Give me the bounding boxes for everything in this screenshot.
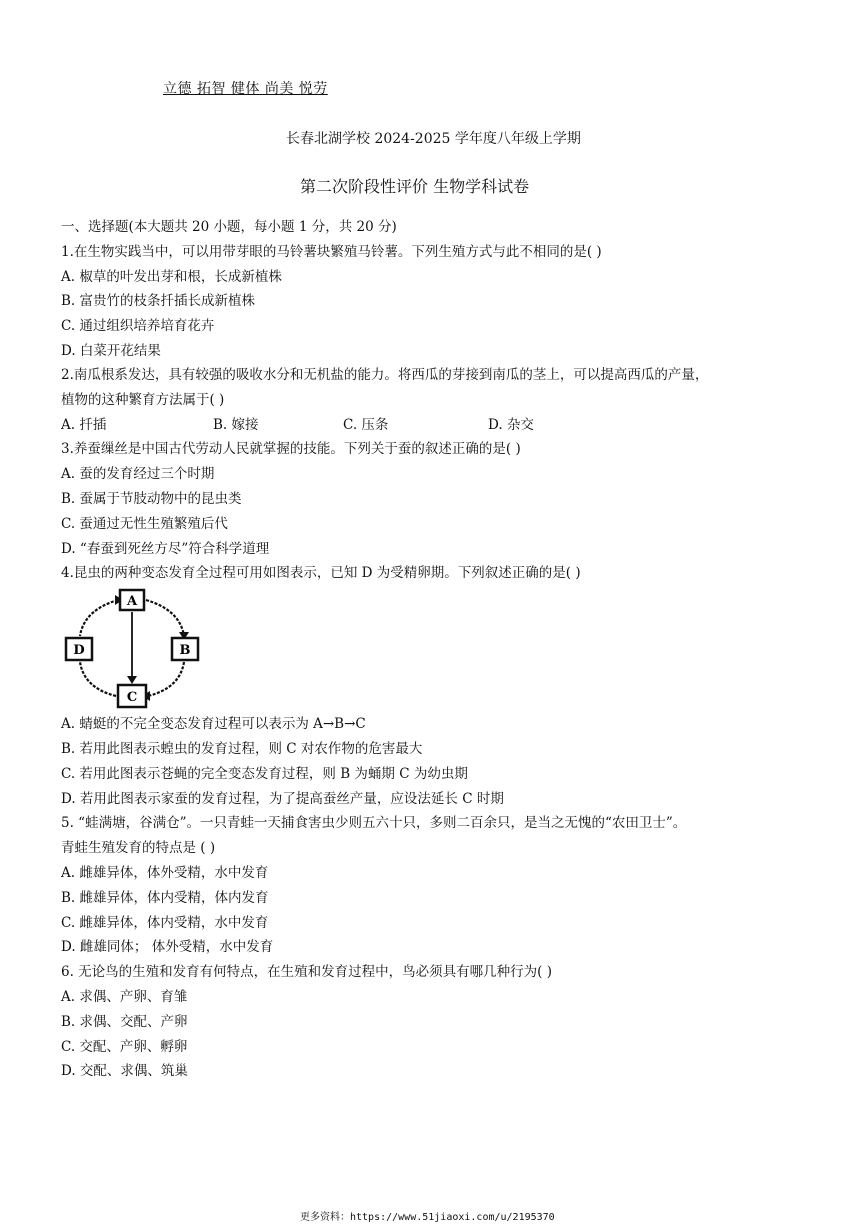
exam-title: 第二次阶段性评价 生物学科试卷: [300, 177, 530, 196]
q4-option-a: A. 蜻蜓的不完全变态发育过程可以表示为 A→B→C: [61, 716, 366, 732]
q5-stem-line2: 青蛙生殖发育的特点是 ( ): [61, 840, 216, 856]
q3-option-c: C. 蚕通过无性生殖繁殖后代: [61, 516, 228, 532]
q3-option-b: B. 蚕属于节肢动物中的昆虫类: [61, 491, 242, 507]
q2-stem-line2: 植物的这种繁育方法属于( ): [61, 392, 225, 408]
q1-stem: 1.在生物实践当中，可以用带芽眼的马铃薯块繁殖马铃薯。下列生殖方式与此不相同的是( ): [61, 244, 602, 260]
arc-d-to-a: [80, 600, 118, 636]
q2-option-c: C. 压条: [343, 417, 389, 433]
q5-stem-line1: 5. “蛙满塘，谷满仓”。一只青蛙一天捕食害虫少则五六十只，多则二百余只，是当之无愧的“农田卫士”。: [61, 815, 687, 831]
section-heading: 一、选择题(本大题共 20 小题，每小题 1 分，共 20 分): [61, 219, 397, 235]
q4-stem: 4.昆虫的两种变态发育全过程可用如图表示，已知 D 为受精卵期。下列叙述正确的是( ): [61, 565, 581, 581]
q4-option-b: B. 若用此图表示蝗虫的发育过程，则 C 对农作物的危害最大: [61, 741, 423, 757]
q4-option-d: D. 若用此图表示家蚕的发育过程，为了提高蚕丝产量，应设法延长 C 时期: [61, 791, 504, 807]
q5-option-d: D. 雌雄同体； 体外受精，水中发育: [61, 939, 274, 955]
arc-a-to-b: [146, 600, 184, 636]
q5-option-a: A. 雌雄异体，体外受精，水中发育: [61, 865, 269, 881]
school-term-line: 长春北湖学校 2024-2025 学年度八年级上学期: [286, 131, 581, 147]
q2-stem-line1: 2.南瓜根系发达，具有较强的吸收水分和无机盐的能力。将西瓜的芽接到南瓜的茎上，可以提高西瓜的产量，: [61, 367, 709, 383]
q1-option-b: B. 富贵竹的枝条扦插长成新植株: [61, 293, 256, 309]
node-a-label: A: [126, 594, 138, 609]
school-motto: 立德 拓智 健体 尚美 悦劳: [163, 81, 328, 97]
q5-option-b: B. 雌雄异体，体内受精，体内发育: [61, 890, 269, 906]
q3-option-d: D. “春蚕到死丝方尽”符合科学道理: [61, 541, 270, 557]
insect-development-diagram: [62, 588, 204, 712]
footer-link[interactable]: 更多资料：https://www.51jiaoxi.com/u/2195370: [300, 1212, 555, 1223]
q1-option-a: A. 椒草的叶发出芽和根，长成新植株: [61, 269, 282, 285]
q5-option-c: C. 雌雄异体，体内受精，水中发育: [61, 915, 269, 931]
node-c-label: C: [126, 690, 138, 705]
q2-option-a: A. 扦插: [61, 417, 107, 433]
arc-c-to-d: [80, 662, 116, 696]
node-b-label: B: [179, 643, 191, 658]
q1-option-d: D. 白菜开花结果: [61, 343, 161, 359]
q6-option-a: A. 求偶、产卵、育雏: [61, 989, 188, 1005]
q6-stem: 6. 无论鸟的生殖和发育有何特点，在生殖和发育过程中，鸟必须具有哪几种行为( ): [61, 964, 552, 980]
arrow-a-to-c-head: [127, 676, 137, 684]
arc-b-to-c: [148, 662, 184, 696]
q1-option-c: C. 通过组织培养培育花卉: [61, 318, 215, 334]
q6-option-b: B. 求偶、交配、产卵: [61, 1014, 188, 1030]
q3-option-a: A. 蚕的发育经过三个时期: [61, 466, 215, 482]
q4-option-c: C. 若用此图表示苍蝇的完全变态发育过程，则 B 为蛹期 C 为幼虫期: [61, 766, 468, 782]
q6-option-d: D. 交配、求偶、筑巢: [61, 1063, 188, 1079]
q3-stem: 3.养蚕缫丝是中国古代劳动人民就掌握的技能。下列关于蚕的叙述正确的是( ): [61, 441, 521, 457]
q6-option-c: C. 交配、产卵、孵卵: [61, 1039, 188, 1055]
q2-option-d: D. 杂交: [488, 417, 534, 433]
q2-option-b: B. 嫁接: [213, 417, 259, 433]
node-d-label: D: [73, 643, 85, 658]
